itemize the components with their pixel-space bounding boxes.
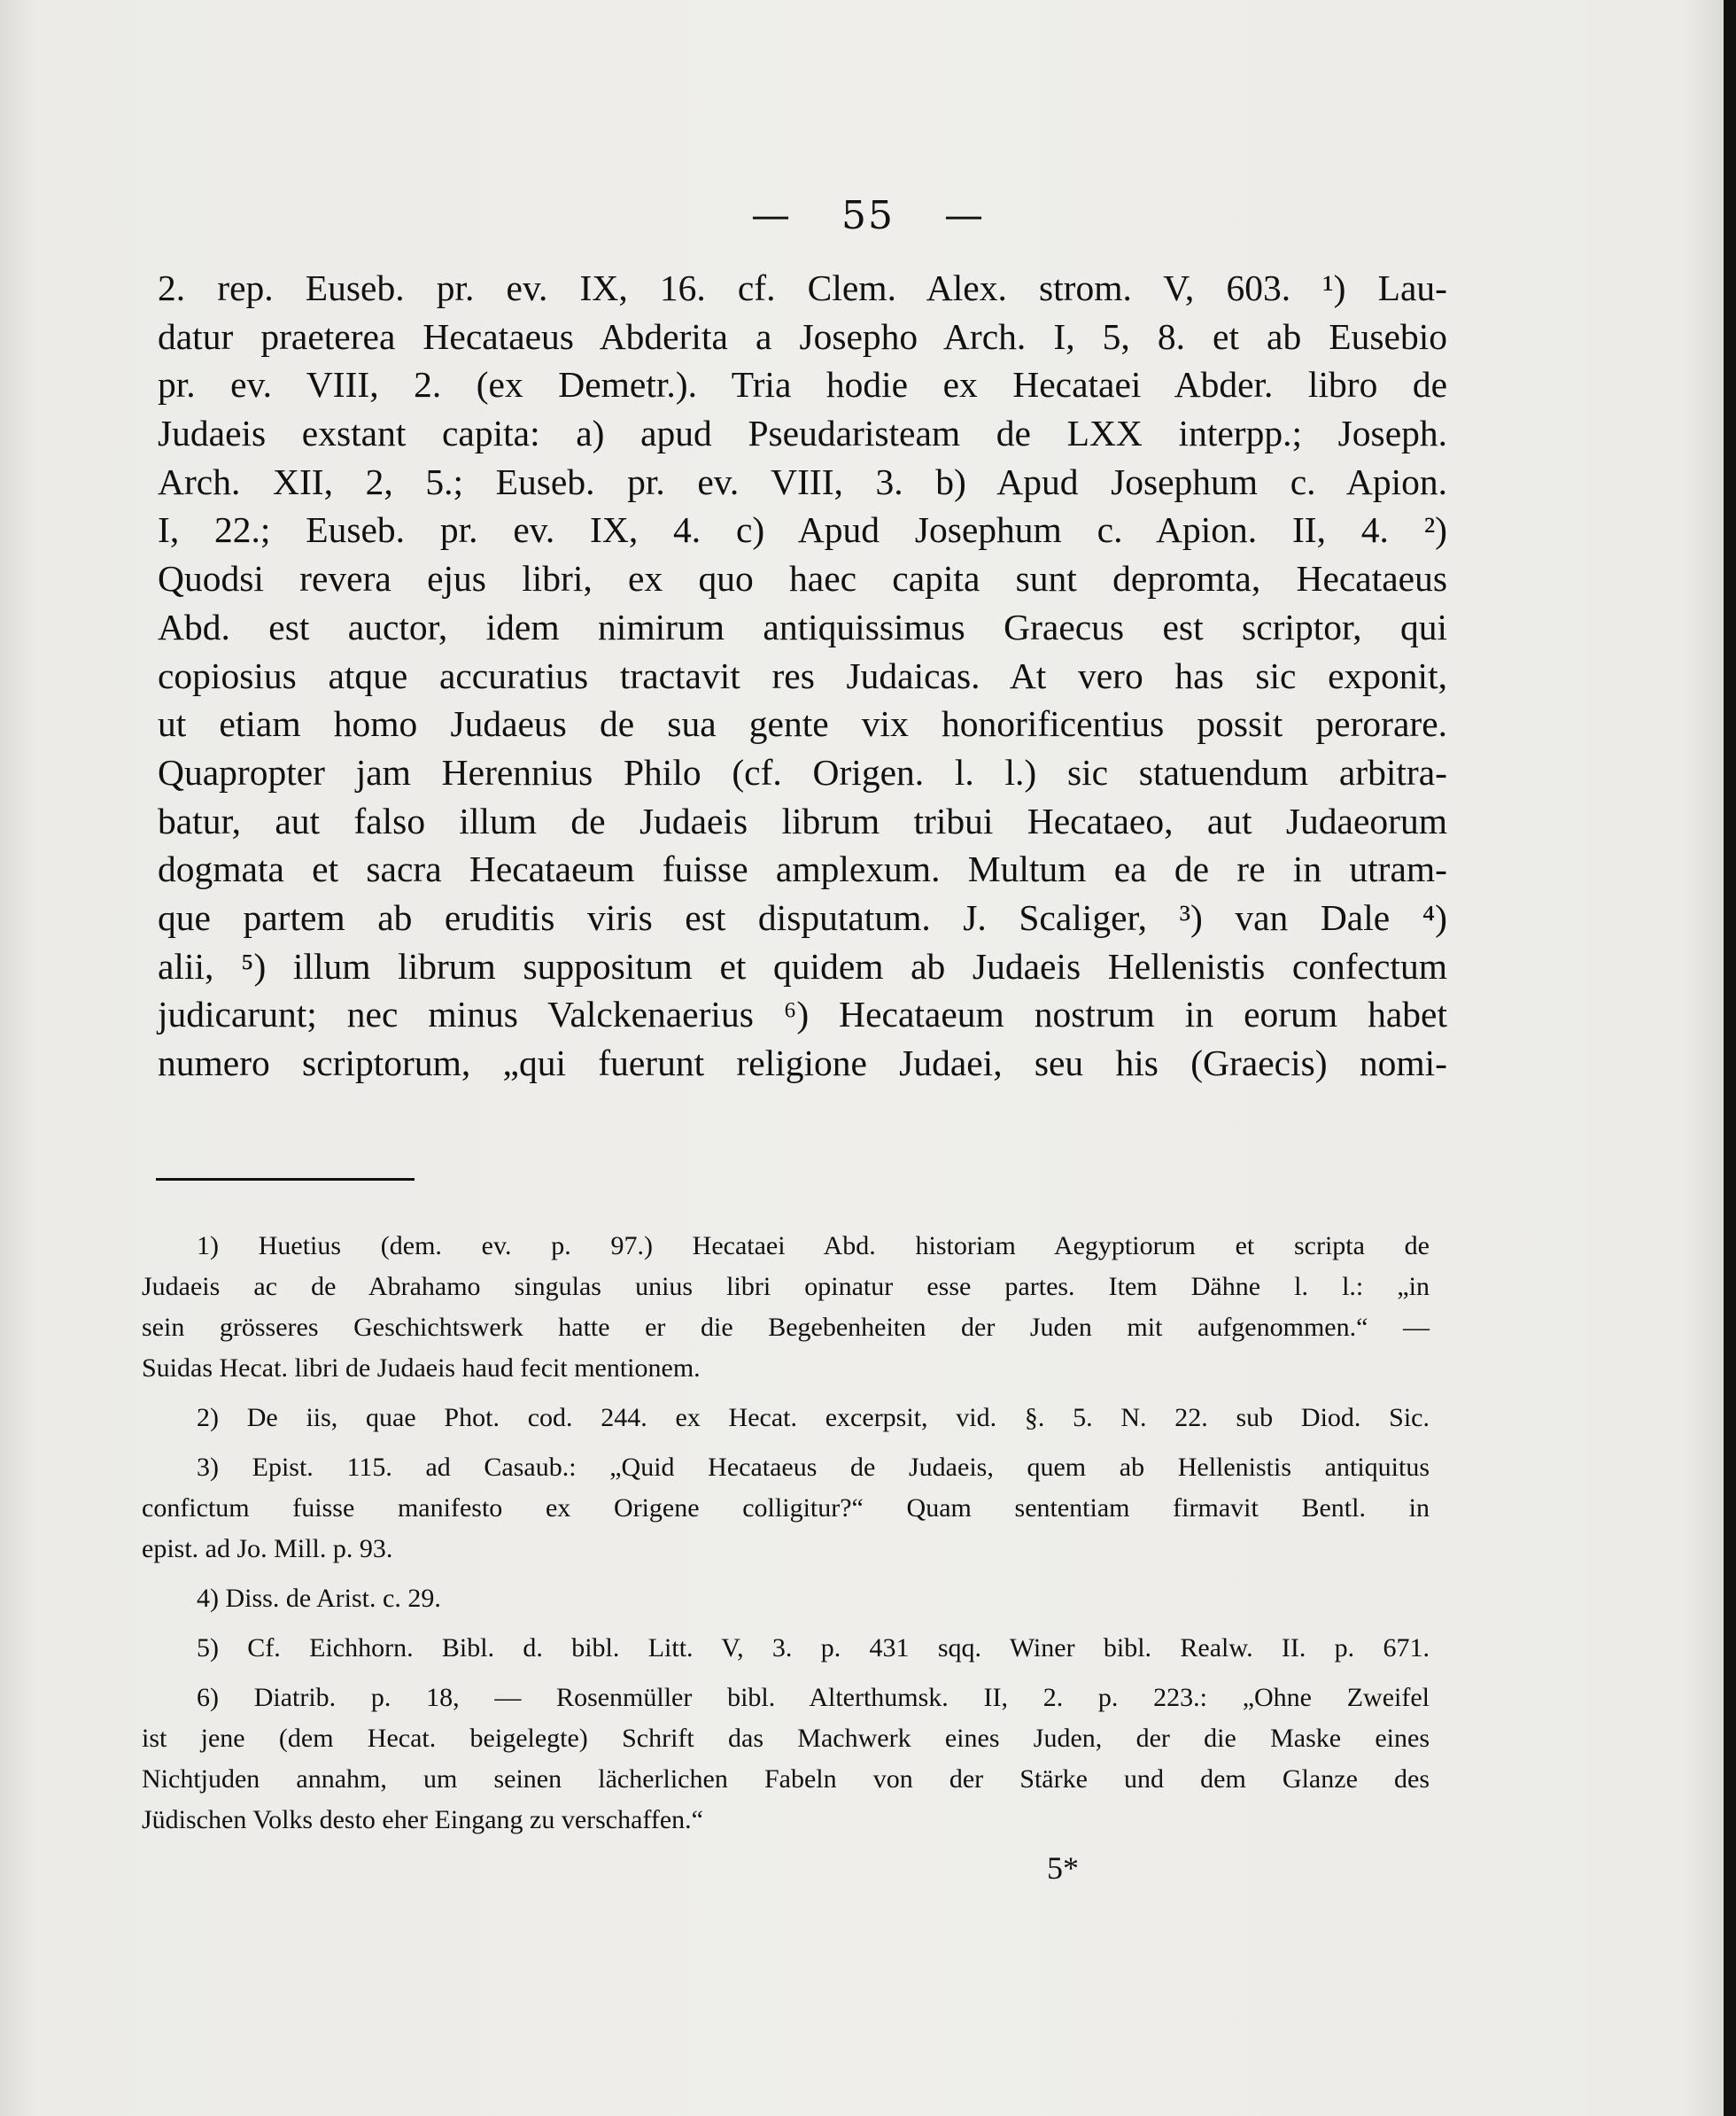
footnote-3 [142, 1447, 1430, 1570]
footnote-line: epist. ad Jo. Mill. p. 93. [142, 1534, 393, 1563]
text-line: numero scriptorum, „qui fuerunt religione Judaei, seu his (Graecis) nomi- [158, 1042, 1447, 1083]
footnote-line: Jüdischen Volks desto eher Eingang zu verschaffen.“ [142, 1805, 703, 1834]
text-line: 2. rep. Euseb. pr. ev. IX, 16. cf. Clem. Alex. strom. V, 603. ¹) Lau- [158, 267, 1447, 308]
footnote-2 [142, 1398, 1430, 1438]
footnote-line: Nichtjuden annahm, um seinen lächerlichen Fabeln von der Stärke und dem Glanze des [142, 1764, 1430, 1794]
text-line: ut etiam homo Judaeus de sua gente vix honorificentius possit perorare. [158, 703, 1447, 745]
footnote-line: 5) Cf. Eichhorn. Bibl. d. bibl. Litt. V, 3. p. 431 sqq. Winer bibl. Realw. II. p. 671. [197, 1633, 1430, 1663]
text-line: judicarunt; nec minus Valckenaerius ⁶) Hecataeum nostrum in eorum habet [158, 994, 1447, 1035]
text-line: batur, aut falso illum de Judaeis librum tribui Hecataeo, aut Judaeorum [158, 800, 1447, 841]
text-line: Arch. XII, 2, 5.; Euseb. pr. ev. VIII, 3. b) Apud Josephum c. Apion. [158, 461, 1447, 502]
footnote-line: confictum fuisse manifesto ex Origene colligitur?“ Quam sententiam firmavit Bentl. in [142, 1493, 1430, 1523]
footnote-line: Judaeis ac de Abrahamo singulas unius libri opinatur esse partes. Item Dähne l. l.: „in [142, 1272, 1430, 1301]
text-line: alii, ⁵) illum librum suppositum et quidem ab Judaeis Hellenistis confectum [158, 945, 1447, 987]
text-line: copiosius atque accuratius tractavit res Judaicas. At vero has sic exponit, [158, 655, 1447, 696]
footnote-line: ist jene (dem Hecat. beigelegte) Schrift das Machwerk eines Juden, der die Maske eines [142, 1724, 1430, 1753]
text-line: Judaeis exstant capita: a) apud Pseudaristeam de LXX interpp.; Joseph. [158, 413, 1447, 454]
page-edge-shadow [1724, 0, 1736, 2116]
footnote-4 [142, 1578, 1430, 1619]
text-line: Quapropter jam Herennius Philo (cf. Origen. l. l.) sic statuendum arbitra- [158, 751, 1447, 793]
footnote-line: 3) Epist. 115. ad Casaub.: „Quid Hecataeus de Judaeis, quem ab Hellenistis antiquitus [197, 1453, 1430, 1482]
text-line: Quodsi revera ejus libri, ex quo haec capita sunt depromta, Hecataeus [158, 558, 1447, 600]
footnote-5 [142, 1628, 1430, 1669]
text-line: que partem ab eruditis viris est disputatum. J. Scaliger, ³) van Dale ⁴) [158, 896, 1447, 938]
text-line: dogmata et sacra Hecataeum fuisse amplexum. Multum ea de re in utram- [158, 849, 1447, 890]
footnote-1 [142, 1226, 1430, 1389]
footnote-6 [142, 1678, 1430, 1841]
footnote-line: 1) Huetius (dem. ev. p. 97.) Hecataei Abd. historiam Aegyptiorum et scripta de [197, 1231, 1430, 1260]
footnote-line: sein grösseres Geschichtswerk hatte er die Begebenheiten der Juden mit aufgenommen.“ — [142, 1313, 1430, 1342]
footnote-line: Suidas Hecat. libri de Judaeis haud fecit mentionem. [142, 1353, 701, 1383]
footnote-line: 4) Diss. de Arist. c. 29. [197, 1584, 441, 1613]
text-line: datur praeterea Hecataeus Abderita a Josepho Arch. I, 5, 8. et ab Eusebio [158, 315, 1447, 357]
page-header [0, 193, 1736, 238]
footnote-line: 2) De iis, quae Phot. cod. 244. ex Hecat. excerpsit, vid. §. 5. N. 22. sub Diod. Sic. [197, 1403, 1430, 1432]
text-line: Abd. est auctor, idem nimirum antiquissimus Graecus est scriptor, qui [158, 606, 1447, 647]
footnote-line: 6) Diatrib. p. 18, — Rosenmüller bibl. Alterthumsk. II, 2. p. 223.: „Ohne Zweifel [197, 1683, 1430, 1712]
header-dash-left: — [751, 193, 792, 238]
text-line: pr. ev. VIII, 2. (ex Demetr.). Tria hodie ex Hecataei Abder. libro de [158, 364, 1447, 406]
header-dash-right: — [944, 193, 985, 238]
footnote-divider [156, 1178, 415, 1181]
page-number: 55 [841, 193, 895, 238]
signature-mark: 5* [1047, 1850, 1079, 1886]
footnotes [142, 1226, 1430, 1849]
text-line: I, 22.; Euseb. pr. ev. IX, 4. c) Apud Josephum c. Apion. II, 4. ²) [158, 509, 1447, 551]
main-text-block [158, 264, 1447, 1088]
